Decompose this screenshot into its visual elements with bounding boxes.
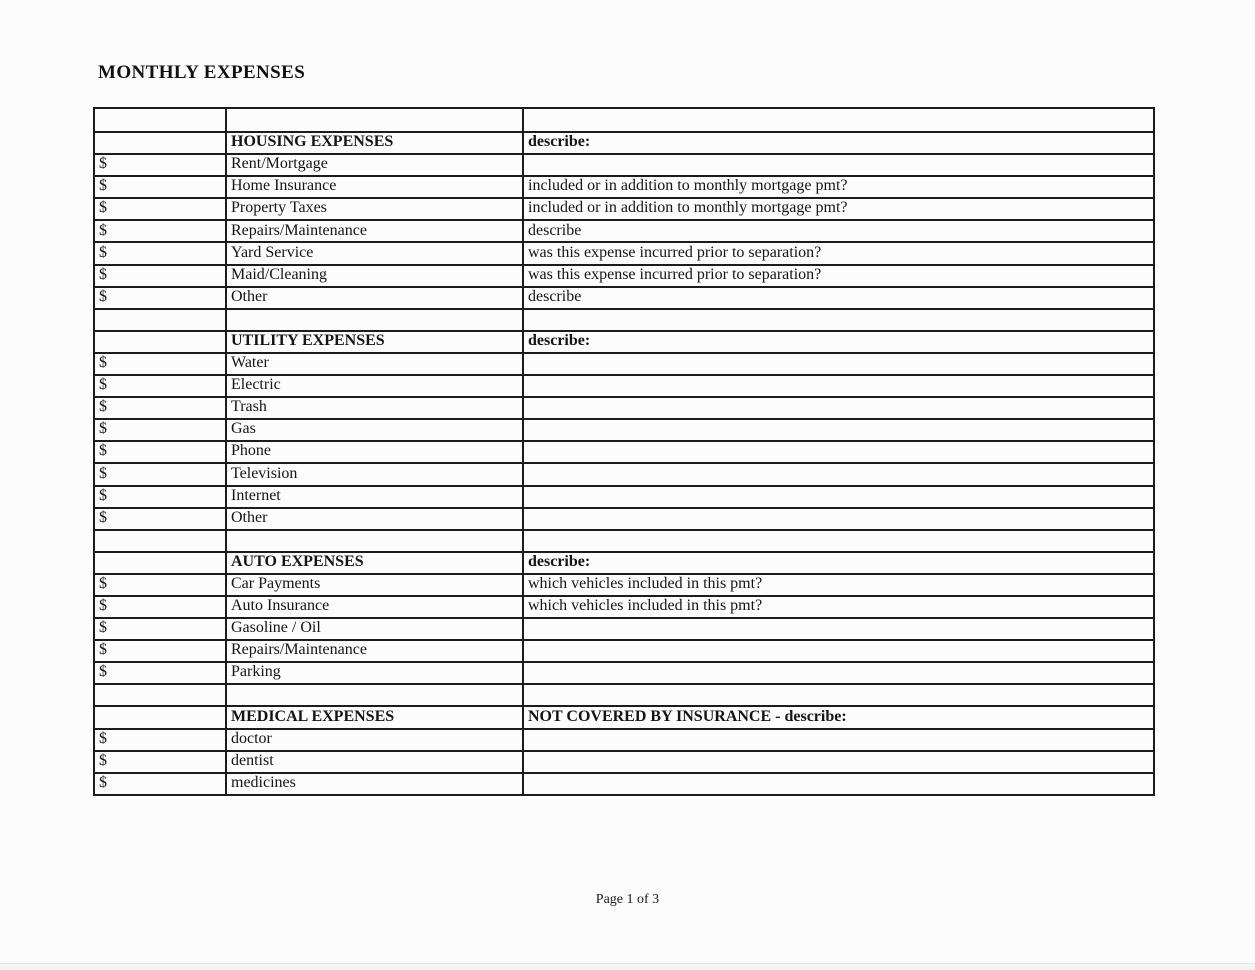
amount-cell: $ xyxy=(94,596,226,618)
section-amount-cell xyxy=(94,331,226,353)
spacer-note-cell xyxy=(523,530,1154,552)
expense-row xyxy=(94,176,1154,198)
amount-cell: $ xyxy=(94,220,226,242)
section-describe-cell: describe: xyxy=(523,132,1154,154)
amount-cell: $ xyxy=(94,287,226,309)
monthly-expenses-table xyxy=(93,107,1155,796)
amount-cell: $ xyxy=(94,574,226,596)
amount-cell: $ xyxy=(94,508,226,530)
section-header-row-utility xyxy=(94,331,1154,353)
expense-label-cell: Repairs/Maintenance xyxy=(226,640,523,662)
expense-note-cell xyxy=(523,773,1154,795)
spacer-label-cell xyxy=(226,108,523,132)
expense-note-cell xyxy=(523,640,1154,662)
expense-note-cell: describe xyxy=(523,287,1154,309)
expense-label-cell: Auto Insurance xyxy=(226,596,523,618)
expense-note-cell xyxy=(523,662,1154,684)
expense-row xyxy=(94,375,1154,397)
expense-label-cell: Gas xyxy=(226,419,523,441)
expense-label-cell: Gasoline / Oil xyxy=(226,618,523,640)
expense-label-cell: medicines xyxy=(226,773,523,795)
section-describe-cell: describe: xyxy=(523,331,1154,353)
expense-note-cell: was this expense incurred prior to separation? xyxy=(523,265,1154,287)
spacer-amount-cell xyxy=(94,108,226,132)
expense-row xyxy=(94,618,1154,640)
expense-row xyxy=(94,508,1154,530)
expense-note-cell xyxy=(523,353,1154,375)
section-title-cell: AUTO EXPENSES xyxy=(226,552,523,574)
spacer-row xyxy=(94,530,1154,552)
expense-note-cell xyxy=(523,486,1154,508)
section-describe-cell: NOT COVERED BY INSURANCE - describe: xyxy=(523,706,1154,728)
expense-label-cell: Yard Service xyxy=(226,242,523,264)
amount-cell: $ xyxy=(94,176,226,198)
expense-label-cell: dentist xyxy=(226,751,523,773)
spacer-row xyxy=(94,309,1154,331)
amount-cell: $ xyxy=(94,353,226,375)
expense-row xyxy=(94,463,1154,485)
expense-row xyxy=(94,198,1154,220)
expense-note-cell xyxy=(523,618,1154,640)
spacer-amount-cell xyxy=(94,684,226,706)
expense-note-cell: included or in addition to monthly mortgage pmt? xyxy=(523,176,1154,198)
section-amount-cell xyxy=(94,552,226,574)
amount-cell: $ xyxy=(94,640,226,662)
expense-label-cell: Car Payments xyxy=(226,574,523,596)
expense-row xyxy=(94,397,1154,419)
expense-label-cell: Water xyxy=(226,353,523,375)
expense-row xyxy=(94,486,1154,508)
expense-row xyxy=(94,662,1154,684)
expense-note-cell xyxy=(523,375,1154,397)
expense-note-cell xyxy=(523,154,1154,176)
section-amount-cell xyxy=(94,706,226,728)
expense-label-cell: Phone xyxy=(226,441,523,463)
bottom-strip xyxy=(0,963,1255,970)
expense-row xyxy=(94,220,1154,242)
spacer-label-cell xyxy=(226,684,523,706)
expense-note-cell: was this expense incurred prior to separation? xyxy=(523,242,1154,264)
expense-note-cell xyxy=(523,441,1154,463)
expense-row xyxy=(94,353,1154,375)
expense-row xyxy=(94,441,1154,463)
expense-note-cell xyxy=(523,508,1154,530)
amount-cell: $ xyxy=(94,773,226,795)
section-amount-cell xyxy=(94,132,226,154)
spacer-note-cell xyxy=(523,108,1154,132)
spacer-amount-cell xyxy=(94,530,226,552)
expense-row xyxy=(94,242,1154,264)
amount-cell: $ xyxy=(94,486,226,508)
amount-cell: $ xyxy=(94,198,226,220)
section-title-cell: HOUSING EXPENSES xyxy=(226,132,523,154)
amount-cell: $ xyxy=(94,375,226,397)
expense-label-cell: Television xyxy=(226,463,523,485)
spacer-note-cell xyxy=(523,684,1154,706)
spacer-row xyxy=(94,108,1154,132)
expense-note-cell xyxy=(523,463,1154,485)
amount-cell: $ xyxy=(94,397,226,419)
expense-note-cell: describe xyxy=(523,220,1154,242)
page-number: Page 1 of 3 xyxy=(595,892,660,907)
spacer-label-cell xyxy=(226,530,523,552)
section-header-row-housing xyxy=(94,132,1154,154)
amount-cell: $ xyxy=(94,419,226,441)
expense-label-cell: Other xyxy=(226,508,523,530)
amount-cell: $ xyxy=(94,729,226,751)
spacer-label-cell xyxy=(226,309,523,331)
expense-note-cell: included or in addition to monthly mortgage pmt? xyxy=(523,198,1154,220)
expense-row xyxy=(94,287,1154,309)
expense-label-cell: Internet xyxy=(226,486,523,508)
expense-label-cell: Property Taxes xyxy=(226,198,523,220)
expense-row xyxy=(94,596,1154,618)
expense-row xyxy=(94,729,1154,751)
expense-row xyxy=(94,419,1154,441)
expense-label-cell: Other xyxy=(226,287,523,309)
expense-label-cell: Repairs/Maintenance xyxy=(226,220,523,242)
amount-cell: $ xyxy=(94,618,226,640)
expense-note-cell xyxy=(523,751,1154,773)
amount-cell: $ xyxy=(94,154,226,176)
expense-note-cell: which vehicles included in this pmt? xyxy=(523,574,1154,596)
amount-cell: $ xyxy=(94,463,226,485)
spacer-row xyxy=(94,684,1154,706)
expense-note-cell xyxy=(523,397,1154,419)
expense-row xyxy=(94,265,1154,287)
spacer-amount-cell xyxy=(94,309,226,331)
amount-cell: $ xyxy=(94,265,226,287)
section-title-cell: UTILITY EXPENSES xyxy=(226,331,523,353)
expense-label-cell: doctor xyxy=(226,729,523,751)
amount-cell: $ xyxy=(94,662,226,684)
page-title: MONTHLY EXPENSES xyxy=(98,62,306,83)
section-describe-cell: describe: xyxy=(523,552,1154,574)
section-title-cell: MEDICAL EXPENSES xyxy=(226,706,523,728)
expense-note-cell xyxy=(523,419,1154,441)
expense-row xyxy=(94,640,1154,662)
amount-cell: $ xyxy=(94,751,226,773)
expense-row xyxy=(94,751,1154,773)
expense-row xyxy=(94,154,1154,176)
expense-label-cell: Parking xyxy=(226,662,523,684)
expense-label-cell: Rent/Mortgage xyxy=(226,154,523,176)
section-header-row-medical xyxy=(94,706,1154,728)
expense-label-cell: Electric xyxy=(226,375,523,397)
expense-row xyxy=(94,773,1154,795)
expense-note-cell xyxy=(523,729,1154,751)
expense-label-cell: Maid/Cleaning xyxy=(226,265,523,287)
section-header-row-auto xyxy=(94,552,1154,574)
spacer-note-cell xyxy=(523,309,1154,331)
expense-row xyxy=(94,574,1154,596)
expense-label-cell: Trash xyxy=(226,397,523,419)
amount-cell: $ xyxy=(94,441,226,463)
expense-label-cell: Home Insurance xyxy=(226,176,523,198)
amount-cell: $ xyxy=(94,242,226,264)
expense-note-cell: which vehicles included in this pmt? xyxy=(523,596,1154,618)
